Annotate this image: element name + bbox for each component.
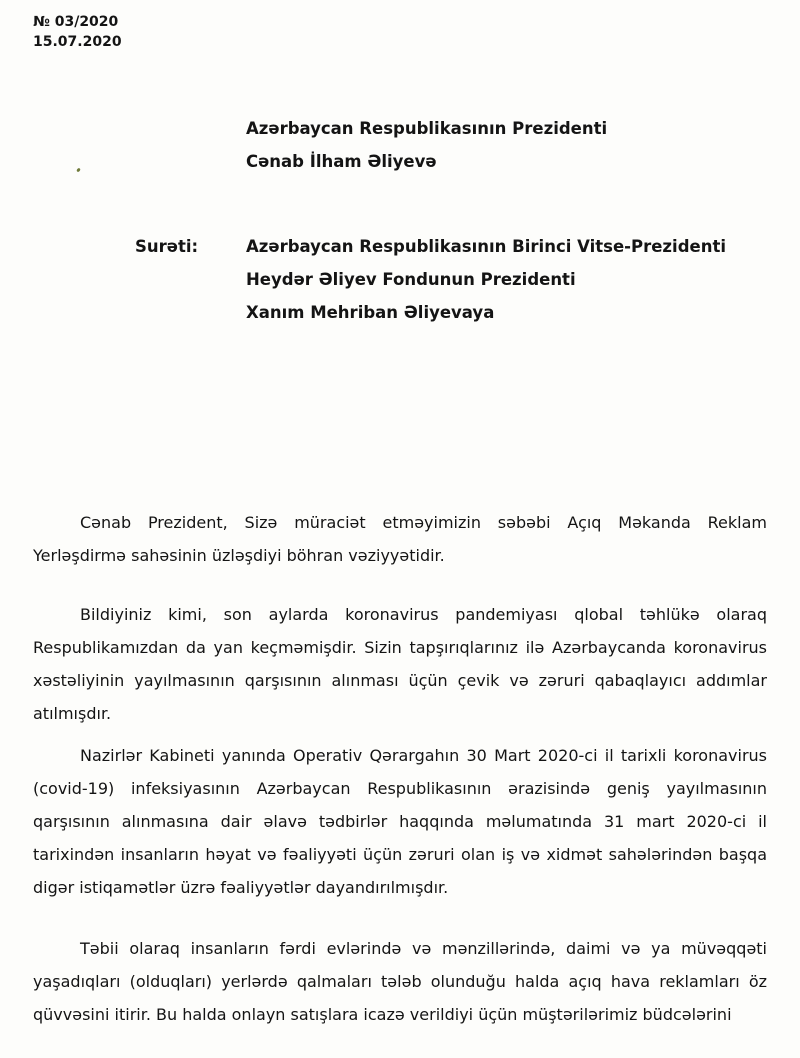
copy-label: Surəti: — [135, 237, 199, 256]
body-paragraph-3: Nazirlər Kabineti yanında Operativ Qərargahın 30 Mart 2020-ci il tarixli koronavirus (covid-19) infeksiyasının Azərbaycan Respublikasının ərazisində geniş yayılmasının qarşısının alınmasına dair əlavə tədbirlər haqqında məlumatında 31 mart 2020-ci il tarixindən insanların həyat və fəaliyyəti üçün zəruri olan iş və xidmət sahələrindən başqa digər istiqamətlər üzrə fəaliyyətlər dayandırılmışdır. — [33, 746, 767, 897]
scan-speck — [76, 168, 81, 173]
addressee-name: Cənab İlham Əliyevə — [246, 152, 437, 171]
reference-block — [33, 12, 122, 52]
reference-number: № 03/2020 — [33, 14, 119, 30]
addressee-title: Azərbaycan Respublikasının Prezidenti — [246, 119, 608, 138]
reference-date: 15.07.2020 — [33, 34, 122, 50]
copy-recipient-name: Xanım Mehriban Əliyevaya — [246, 303, 495, 322]
body-paragraph-4: Təbii olaraq insanların fərdi evlərində və mənzillərində, daimi və ya müvəqqəti yaşadıqları (olduqları) yerlərdə qalmaları tələb olunduğu halda açıq hava reklamları öz qüvvəsini itirir. Bu halda onlayn satışlara icazə verildiyi üçün müştərilərimiz büdcələrini — [33, 939, 767, 1024]
addressee-block — [246, 112, 607, 178]
body-paragraph-1: Cənab Prezident, Sizə müraciət etməyimizin səbəbi Açıq Məkanda Reklam Yerləşdirmə sahəsinin üzləşdiyi böhran vəziyyətidir. — [33, 513, 767, 565]
body-paragraph-2: Bildiyiniz kimi, son aylarda koronavirus pandemiyası qlobal təhlükə olaraq Respublikamızdan da yan keçməmişdir. Sizin tapşırıqlarınız ilə Azərbaycanda koronavirus xəstəliyinin yayılmasının qarşısının alınması üçün çevik və zəruri qabaqlayıcı addımlar atılmışdır. — [33, 605, 767, 723]
copy-recipient-title: Azərbaycan Respublikasının Birinci Vitse-Prezidenti — [246, 237, 726, 256]
copy-recipient-block — [246, 230, 726, 329]
copy-recipient-organization: Heydər Əliyev Fondunun Prezidenti — [246, 270, 576, 289]
